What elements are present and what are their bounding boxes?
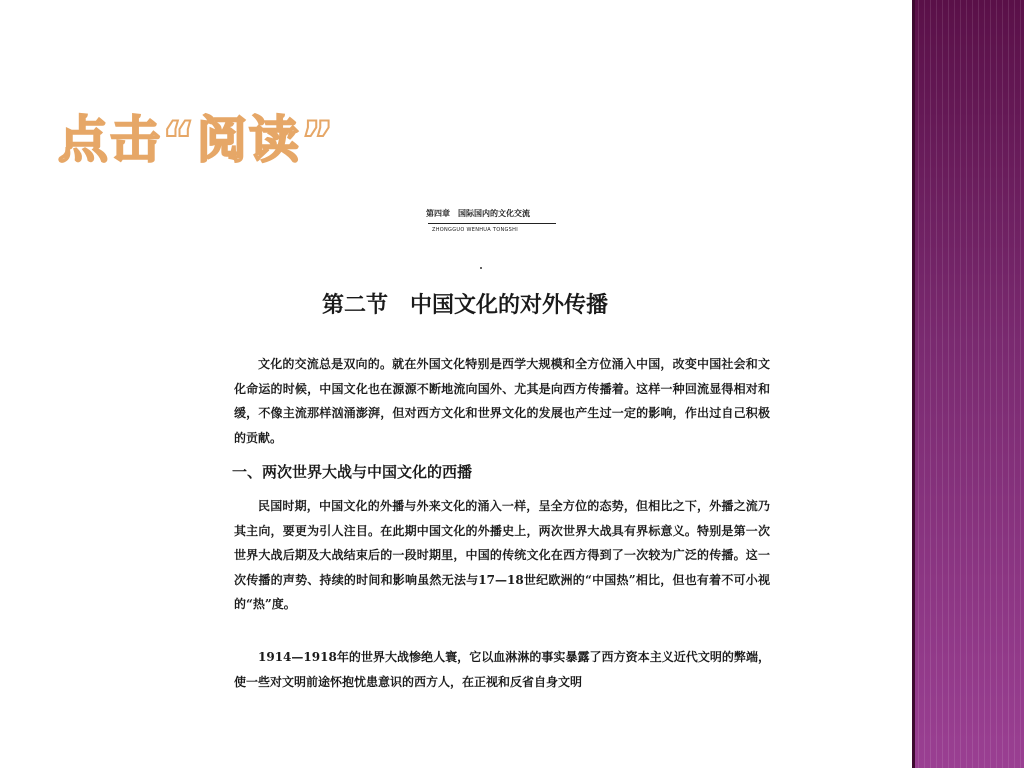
side-band-stripes <box>912 0 1024 768</box>
page-dot-mark <box>480 267 482 269</box>
paragraph-intro: 文化的交流总是双向的。就在外国文化特别是西学大规模和全方位涌入中国，改变中国社会和文化命运的时候，中国文化也在源源不断地流向国外、尤其是向西方传播着。这样一种回流显得相对和缓，不像主流那样汹涌澎湃，但对西方文化和世界文化的发展也产生过一定的影响，作出过自己积极的贡献。 <box>234 357 770 445</box>
section-title-text: 中国文化的对外传播 <box>410 292 609 318</box>
section-title <box>322 288 608 319</box>
document-page-scan <box>232 196 772 716</box>
running-head-subtitle: ZHONGGUO WENHUA TONGSHI <box>432 227 518 233</box>
section-number: 第二节 <box>322 292 389 318</box>
subheading: 一、两次世界大战与中国文化的西播 <box>232 463 473 481</box>
side-decorative-band <box>912 0 1024 768</box>
paragraph-third: 1914—1918年的世界大战惨绝人寰，它以血淋淋的事实暴露了西方资本主义近代文明的弊端，使一些对文明前途怀抱忧患意识的西方人，在正视和反省自身文明 <box>234 650 770 689</box>
paragraph-second: 民国时期，中国文化的外播与外来文化的涌入一样，呈全方位的态势，但相比之下，外播之流乃其主向，要更为引人注目。在此期中国文化的外播史上，两次世界大战具有界标意义。特别是第一次世界大战后期及大战结束后的一段时期里，中国的传统文化在西方得到了一次较为广泛的传播。这一次传播的声势、持续的时间和影响虽然无法与17—18世纪欧洲的“中国热”相比，但也有着不可小视的“热”度。 <box>234 499 770 611</box>
side-band-edge <box>912 0 915 768</box>
running-head-rule <box>428 223 556 224</box>
slide-title: 点击“阅读” <box>58 111 336 169</box>
running-head: 第四章 国际国内的文化交流 <box>426 208 530 218</box>
